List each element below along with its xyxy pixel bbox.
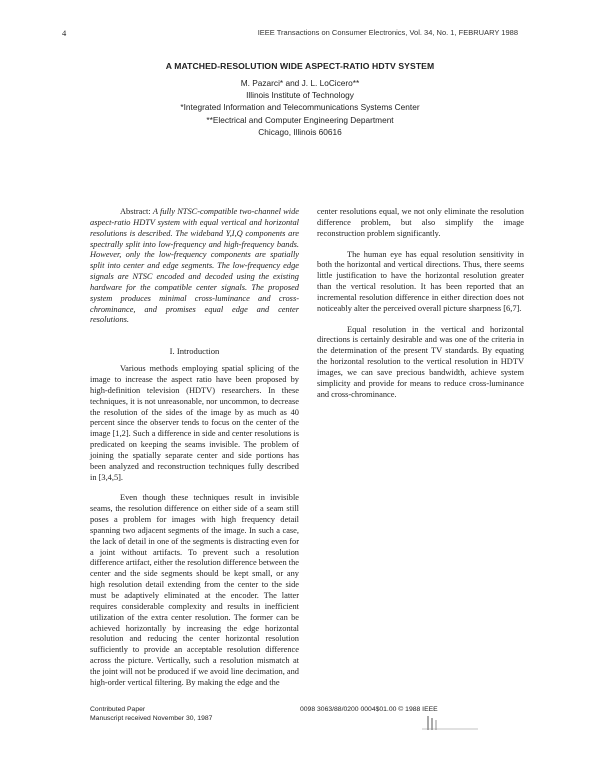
abstract-text: A fully NTSC-compatible two-channel wide aspect-ratio HDTV system with equal vertical and horizontal resolutions is described. The wideband Y,I,Q components are spectrally split into low-frequency and high-frequency bands. However, only the low-frequency components are spatially split into center and edge segments. The low-frequency edge signals are NTSC encoded and decoded using the existing hardware for the compatible center signals. The proposed system produces minimal cross-luminance and cross-chrominance, and promises equal edge and center resolutions. [90, 207, 299, 325]
abstract-label: Abstract: [120, 207, 151, 216]
right-column [317, 207, 524, 401]
footer-left [90, 706, 212, 723]
intro-paragraph-1: Various methods employing spatial splicing of the image to increase the aspect ratio have been proposed by high-definition television (HDTV) researchers. In these techniques, it is not unreasonable, nor uncommon, to decrease the resolution of the sides of the image by as much as 40 percent since the observer tends to focus on the center of the image [1,2]. Such a difference in side and center resolutions is predicated on keeping the seams invisible. The problem of joining the spatially separate center and side portions has been analyzed and reconstruction techniques fully described in [3,4,5]. [90, 364, 299, 482]
affiliation-department: **Electrical and Computer Engineering Department [206, 114, 394, 125]
paper-title: A MATCHED-RESOLUTION WIDE ASPECT-RATIO HDTV SYSTEM [165, 61, 435, 71]
byline [0, 77, 600, 138]
footer-received: Manuscript received November 30, 1987 [90, 714, 213, 722]
left-column [90, 207, 299, 689]
running-head: IEEE Transactions on Consumer Electronics, Vol. 34, No. 1, FEBRUARY 1988 [257, 28, 518, 37]
intro-paragraph-3: The human eye has equal resolution sensitivity in both the horizontal and vertical directions. Thus, there seems little justification to have the horizontal resolution greater than the vertical resolution. It has been reported that an incremental resolution difference in either direction does not noticeably alter the perceived overall picture sharpness [6,7]. [317, 249, 524, 313]
intro-paragraph-2 [90, 493, 299, 688]
intro-paragraph-4: Equal resolution in the vertical and horizontal directions is certainly desirable and was one of the criteria in the determination of the present TV standards. By equating the horizontal resolution to the vertical resolution in HDTV images, we can save precious bandwidth, achieve system simplicity and provide for means to reduce cross-luminance and cross-chrominance. [317, 324, 524, 399]
affiliation-center: *Integrated Information and Telecommunications Systems Center [180, 102, 420, 113]
authors: M. Pazarci* and J. L. LoCicero** [240, 78, 360, 88]
intro-paragraph-2-continued [317, 207, 524, 240]
footer-contributed: Contributed Paper [90, 706, 146, 713]
intro-paragraph-2-continued-text: center resolutions equal, we not only eliminate the resolution difference problem, but also simplify the image reconstruction problem significantly. [317, 207, 524, 238]
abstract [90, 207, 299, 326]
affiliation-institute: Illinois Institute of Technology [246, 90, 354, 101]
scan-artifact-mark [420, 716, 480, 730]
affiliation-address: Chicago, Illinois 60616 [258, 126, 342, 137]
page-number: 4 [62, 28, 67, 38]
intro-paragraph-2-text: Even though these techniques result in invisible seams, the resolution difference on either side of a seam still poses a problem for images with high frequency detail spanning two adjacent segments of the image. In such a case, the lack of detail in one of the segments is distracting even for a joint without artifacts. To prevent such a resolution difference artifact, either the resolution difference between the center and the side segments should be kept small, or any high resolution detail extending from the center to the side must be adaptively eliminated at the encoder. The latter requires considerable complexity and results in inefficient utilization of the extra center resolution. The former can be achieved horizontally by increasing the edge horizontal resolution and reducing the center horizontal resolution sufficiently to provide an acceptable resolution difference across the picture. Vertically, such a resolution mismatch at the joint will not be produced if we avoid line decimation, and high-order vertical filtering. By making the edge and the [90, 493, 299, 687]
section-heading-introduction: I. Introduction [169, 346, 220, 357]
footer-copyright: 0098 3063/88/0200 0004$01.00 © 1988 IEEE [300, 706, 438, 713]
